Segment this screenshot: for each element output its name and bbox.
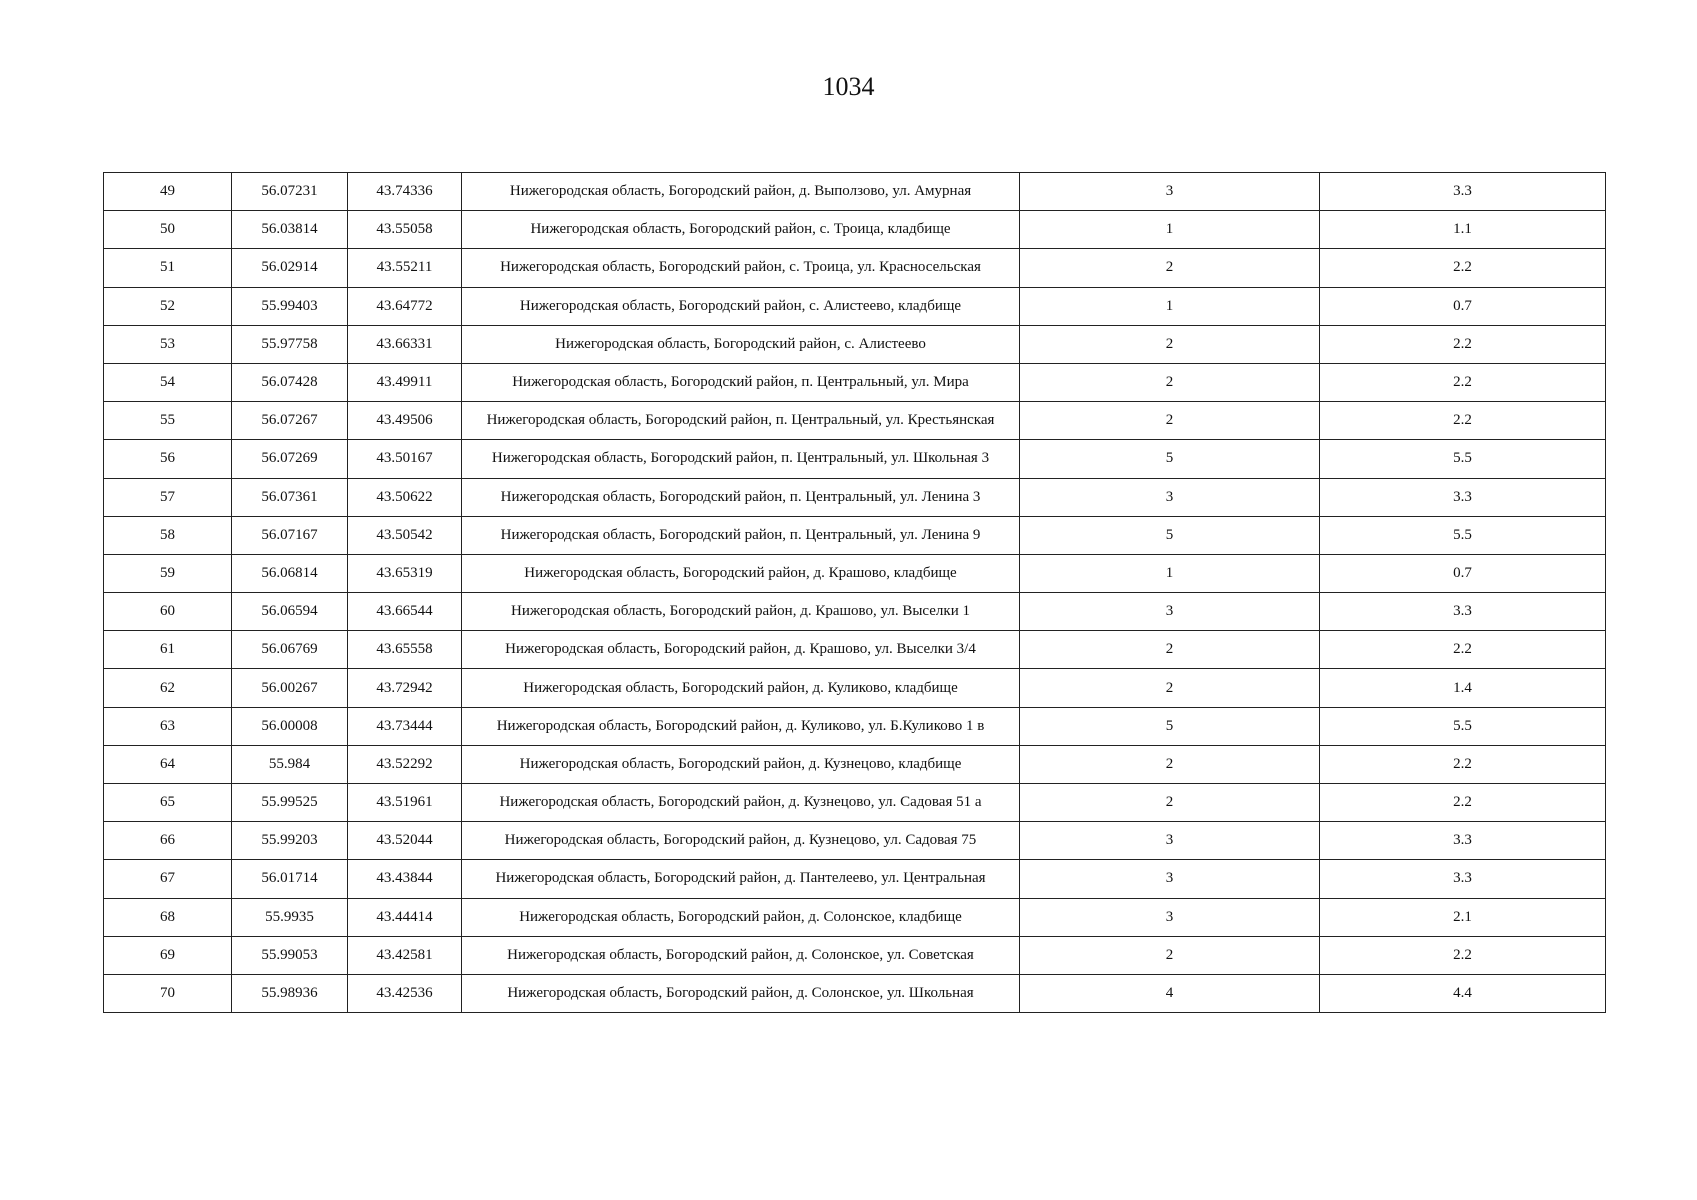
latitude-cell: 56.02914 (232, 249, 348, 287)
longitude-cell: 43.64772 (348, 287, 462, 325)
count-cell: 3 (1020, 478, 1320, 516)
table-row (104, 478, 1606, 516)
value-cell: 5.5 (1320, 707, 1606, 745)
table-row (104, 745, 1606, 783)
longitude-cell: 43.52044 (348, 822, 462, 860)
longitude-cell: 43.51961 (348, 784, 462, 822)
address-cell: Нижегородская область, Богородский район, с. Троица, кладбище (462, 211, 1020, 249)
latitude-cell: 55.97758 (232, 325, 348, 363)
table-row (104, 363, 1606, 401)
value-cell: 3.3 (1320, 822, 1606, 860)
longitude-cell: 43.52292 (348, 745, 462, 783)
longitude-cell: 43.50622 (348, 478, 462, 516)
count-cell: 2 (1020, 325, 1320, 363)
latitude-cell: 56.00267 (232, 669, 348, 707)
latitude-cell: 56.07361 (232, 478, 348, 516)
table-row (104, 822, 1606, 860)
address-cell: Нижегородская область, Богородский район, д. Выползово, ул. Амурная (462, 173, 1020, 211)
longitude-cell: 43.55058 (348, 211, 462, 249)
latitude-cell: 56.06769 (232, 631, 348, 669)
address-cell: Нижегородская область, Богородский район, п. Центральный, ул. Ленина 3 (462, 478, 1020, 516)
count-cell: 5 (1020, 516, 1320, 554)
longitude-cell: 43.43844 (348, 860, 462, 898)
row-number-cell: 55 (104, 402, 232, 440)
count-cell: 5 (1020, 440, 1320, 478)
count-cell: 1 (1020, 554, 1320, 592)
longitude-cell: 43.65558 (348, 631, 462, 669)
latitude-cell: 55.98936 (232, 974, 348, 1012)
latitude-cell: 56.03814 (232, 211, 348, 249)
row-number-cell: 67 (104, 860, 232, 898)
longitude-cell: 43.42536 (348, 974, 462, 1012)
address-cell: Нижегородская область, Богородский район, п. Центральный, ул. Ленина 9 (462, 516, 1020, 554)
row-number-cell: 56 (104, 440, 232, 478)
table-row (104, 554, 1606, 592)
table-row (104, 707, 1606, 745)
table-row (104, 516, 1606, 554)
row-number-cell: 69 (104, 936, 232, 974)
address-cell: Нижегородская область, Богородский район, д. Кузнецово, ул. Садовая 75 (462, 822, 1020, 860)
count-cell: 3 (1020, 898, 1320, 936)
table-row (104, 325, 1606, 363)
address-cell: Нижегородская область, Богородский район, д. Куликово, кладбище (462, 669, 1020, 707)
data-table (103, 172, 1606, 1013)
count-cell: 2 (1020, 745, 1320, 783)
address-cell: Нижегородская область, Богородский район, п. Центральный, ул. Мира (462, 363, 1020, 401)
latitude-cell: 55.984 (232, 745, 348, 783)
value-cell: 2.2 (1320, 325, 1606, 363)
address-cell: Нижегородская область, Богородский район, д. Пантелеево, ул. Центральная (462, 860, 1020, 898)
longitude-cell: 43.49506 (348, 402, 462, 440)
count-cell: 4 (1020, 974, 1320, 1012)
latitude-cell: 56.07231 (232, 173, 348, 211)
value-cell: 2.2 (1320, 745, 1606, 783)
value-cell: 3.3 (1320, 478, 1606, 516)
table-row (104, 211, 1606, 249)
address-cell: Нижегородская область, Богородский район, д. Крашово, кладбище (462, 554, 1020, 592)
table-row (104, 287, 1606, 325)
count-cell: 2 (1020, 669, 1320, 707)
count-cell: 3 (1020, 860, 1320, 898)
count-cell: 1 (1020, 211, 1320, 249)
row-number-cell: 66 (104, 822, 232, 860)
count-cell: 1 (1020, 287, 1320, 325)
address-cell: Нижегородская область, Богородский район, п. Центральный, ул. Крестьянская (462, 402, 1020, 440)
count-cell: 2 (1020, 402, 1320, 440)
value-cell: 2.2 (1320, 936, 1606, 974)
row-number-cell: 60 (104, 593, 232, 631)
row-number-cell: 61 (104, 631, 232, 669)
address-cell: Нижегородская область, Богородский район, д. Кузнецово, ул. Садовая 51 а (462, 784, 1020, 822)
row-number-cell: 63 (104, 707, 232, 745)
page-number: 1034 (822, 72, 875, 101)
row-number-cell: 50 (104, 211, 232, 249)
count-cell: 2 (1020, 363, 1320, 401)
row-number-cell: 54 (104, 363, 232, 401)
latitude-cell: 56.00008 (232, 707, 348, 745)
value-cell: 5.5 (1320, 516, 1606, 554)
value-cell: 3.3 (1320, 173, 1606, 211)
value-cell: 2.2 (1320, 249, 1606, 287)
value-cell: 2.1 (1320, 898, 1606, 936)
longitude-cell: 43.73444 (348, 707, 462, 745)
table-row (104, 440, 1606, 478)
longitude-cell: 43.65319 (348, 554, 462, 592)
table-row (104, 669, 1606, 707)
value-cell: 1.1 (1320, 211, 1606, 249)
count-cell: 2 (1020, 631, 1320, 669)
table-row (104, 173, 1606, 211)
value-cell: 3.3 (1320, 860, 1606, 898)
table-row (104, 898, 1606, 936)
address-cell: Нижегородская область, Богородский район, д. Крашово, ул. Выселки 1 (462, 593, 1020, 631)
row-number-cell: 62 (104, 669, 232, 707)
row-number-cell: 51 (104, 249, 232, 287)
table-body (104, 173, 1606, 1013)
value-cell: 1.4 (1320, 669, 1606, 707)
latitude-cell: 56.07428 (232, 363, 348, 401)
longitude-cell: 43.72942 (348, 669, 462, 707)
latitude-cell: 56.06594 (232, 593, 348, 631)
row-number-cell: 52 (104, 287, 232, 325)
address-cell: Нижегородская область, Богородский район, д. Кузнецово, кладбище (462, 745, 1020, 783)
latitude-cell: 56.06814 (232, 554, 348, 592)
table-row (104, 784, 1606, 822)
value-cell: 0.7 (1320, 554, 1606, 592)
longitude-cell: 43.42581 (348, 936, 462, 974)
address-cell: Нижегородская область, Богородский район, с. Алистеево, кладбище (462, 287, 1020, 325)
value-cell: 3.3 (1320, 593, 1606, 631)
value-cell: 5.5 (1320, 440, 1606, 478)
latitude-cell: 55.99525 (232, 784, 348, 822)
row-number-cell: 49 (104, 173, 232, 211)
address-cell: Нижегородская область, Богородский район, с. Троица, ул. Красносельская (462, 249, 1020, 287)
row-number-cell: 64 (104, 745, 232, 783)
longitude-cell: 43.66544 (348, 593, 462, 631)
longitude-cell: 43.66331 (348, 325, 462, 363)
row-number-cell: 57 (104, 478, 232, 516)
value-cell: 2.2 (1320, 784, 1606, 822)
latitude-cell: 56.07167 (232, 516, 348, 554)
row-number-cell: 70 (104, 974, 232, 1012)
count-cell: 2 (1020, 784, 1320, 822)
latitude-cell: 56.01714 (232, 860, 348, 898)
address-cell: Нижегородская область, Богородский район, с. Алистеево (462, 325, 1020, 363)
value-cell: 4.4 (1320, 974, 1606, 1012)
longitude-cell: 43.50167 (348, 440, 462, 478)
table-row (104, 860, 1606, 898)
count-cell: 5 (1020, 707, 1320, 745)
table-row (104, 936, 1606, 974)
latitude-cell: 56.07267 (232, 402, 348, 440)
table-row (104, 593, 1606, 631)
count-cell: 2 (1020, 936, 1320, 974)
address-cell: Нижегородская область, Богородский район, д. Крашово, ул. Выселки 3/4 (462, 631, 1020, 669)
longitude-cell: 43.74336 (348, 173, 462, 211)
address-cell: Нижегородская область, Богородский район, д. Солонское, ул. Советская (462, 936, 1020, 974)
latitude-cell: 55.9935 (232, 898, 348, 936)
latitude-cell: 55.99403 (232, 287, 348, 325)
latitude-cell: 56.07269 (232, 440, 348, 478)
address-cell: Нижегородская область, Богородский район, д. Куликово, ул. Б.Куликово 1 в (462, 707, 1020, 745)
address-cell: Нижегородская область, Богородский район, д. Солонское, кладбище (462, 898, 1020, 936)
row-number-cell: 59 (104, 554, 232, 592)
table-row (104, 974, 1606, 1012)
count-cell: 3 (1020, 822, 1320, 860)
table-row (104, 249, 1606, 287)
table-row (104, 402, 1606, 440)
value-cell: 2.2 (1320, 402, 1606, 440)
count-cell: 3 (1020, 593, 1320, 631)
count-cell: 2 (1020, 249, 1320, 287)
value-cell: 0.7 (1320, 287, 1606, 325)
latitude-cell: 55.99203 (232, 822, 348, 860)
row-number-cell: 53 (104, 325, 232, 363)
count-cell: 3 (1020, 173, 1320, 211)
row-number-cell: 65 (104, 784, 232, 822)
longitude-cell: 43.50542 (348, 516, 462, 554)
latitude-cell: 55.99053 (232, 936, 348, 974)
longitude-cell: 43.49911 (348, 363, 462, 401)
row-number-cell: 68 (104, 898, 232, 936)
address-cell: Нижегородская область, Богородский район, п. Центральный, ул. Школьная 3 (462, 440, 1020, 478)
value-cell: 2.2 (1320, 363, 1606, 401)
address-cell: Нижегородская область, Богородский район, д. Солонское, ул. Школьная (462, 974, 1020, 1012)
longitude-cell: 43.44414 (348, 898, 462, 936)
longitude-cell: 43.55211 (348, 249, 462, 287)
table-row (104, 631, 1606, 669)
row-number-cell: 58 (104, 516, 232, 554)
value-cell: 2.2 (1320, 631, 1606, 669)
